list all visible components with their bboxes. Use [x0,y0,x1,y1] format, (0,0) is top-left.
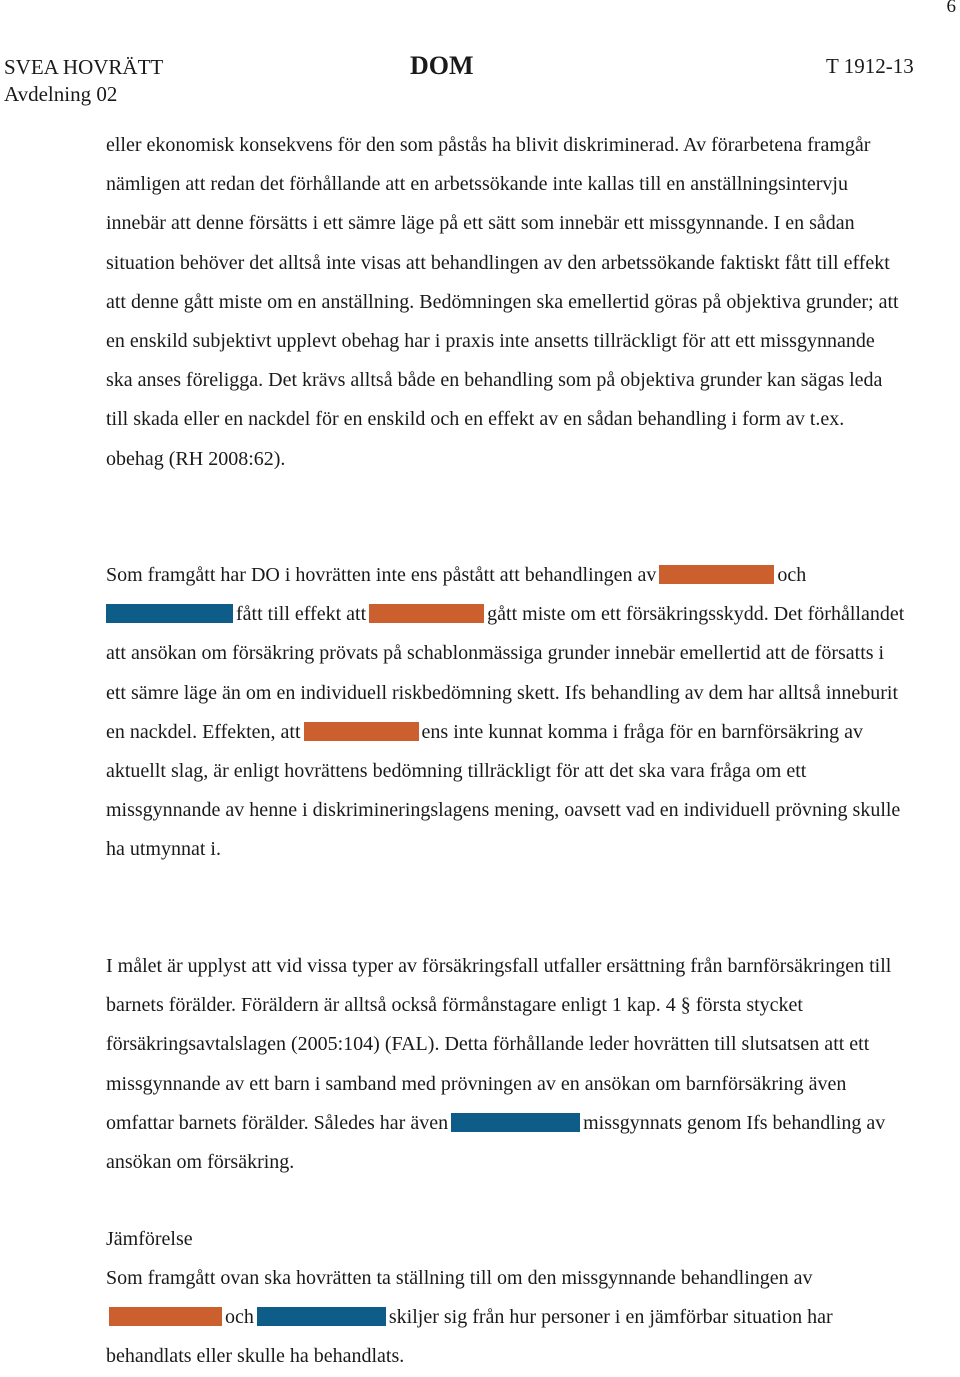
paragraph-3-text: I målet är upplyst att vid vissa typer av försäkringsfall utfaller ersättning från barnförsäkringen till barnets förälder. Föräldern är alltså också förmånstagare enligt 1 kap. 4 § första stycket försäkringsavtalslagen (2005:104) (FAL). Detta förhållande leder hovrätten till slutsatsen att ett missgynnande av ett barn i samband med prövningen av en ansökan om barnförsäkring även omfattar barnets förälder. Således har även [106,955,892,1134]
court-division: Avdelning 02 [4,82,118,106]
redaction-block [257,1307,386,1326]
paragraph-4-text: och [225,1306,254,1329]
redaction-block [109,1307,222,1326]
paragraph-4 [106,1259,906,1377]
paragraph-2-text: gått miste om ett försäkringsskydd. Det förhållandet att ansökan om försäkring prövats på schablonmässiga grunder innebär emellertid att de försatts i ett sämre läge än om en individuell riskbedömning skett. Ifs behandling av dem har alltså inneburit en nackdel. Effekten, att [106,603,905,743]
redaction-block [304,722,419,741]
paragraph-1: eller ekonomisk konsekvens för den som påstås ha blivit diskriminerad. Av förarbetena framgår nämligen att redan det förhållande att en arbetssökande inte kallas till en anställningsintervju innebär att denne försätts i ett sämre läge på ett sätt som innebär ett missgynnande. I en sådan situation behöver det alltså inte visas att behandlingen av den arbetssökande faktiskt fått till effekt att denne gått miste om en anställning. Bedömningen ska emellertid göras på objektiva grunder; att en enskild subjektivt upplevt obehag har i praxis inte ansetts tillräckligt för att ett missgynnande ska anses föreligga. Det krävs alltså både en behandling som på objektiva grunder kan sägas leda till skada eller en nackdel för en enskild och en effekt av en sådan behandling i form av t.ex. obehag (RH 2008:62). [106,134,899,470]
paragraph-2-text: ens inte kunnat komma i fråga för en barnförsäkring av aktuellt slag, är enligt hovrättens bedömning tillräckligt för att det ska vara fråga om ett missgynnande av henne i diskrimineringslagens mening, oavsett vad en individuell prövning skulle ha utmynnat i. [106,720,901,861]
paragraph-4-text: skiljer sig från hur personer i en jämförbar situation har behandlats eller skulle ha behandlats. [106,1306,833,1368]
redaction-block [451,1113,580,1132]
paragraph-2-text: och [777,564,807,586]
redaction-block [659,565,774,584]
paragraph-3-text: missgynnats genom Ifs behandling av ansökan om försäkring. [106,1111,886,1174]
court-name: SVEA HOVRÄTT [4,55,164,79]
paragraph-3 [106,947,906,1182]
paragraph-2-text: fått till effekt att [236,603,367,626]
section-heading: Jämförelse [106,1228,193,1250]
redaction-block [369,604,484,623]
paragraph-4-text: Som framgått ovan ska hovrätten ta ställning till om den missgynnande behandlingen av [106,1267,813,1289]
page-number: 6 [946,0,956,17]
document-type: DOM [410,51,474,80]
court-header [4,54,163,108]
redaction-block [106,604,233,623]
case-number: T 1912-13 [826,54,914,78]
paragraph-2 [106,556,906,870]
paragraph-2-text: Som framgått har DO i hovrätten inte ens påstått att behandlingen av [106,564,657,586]
